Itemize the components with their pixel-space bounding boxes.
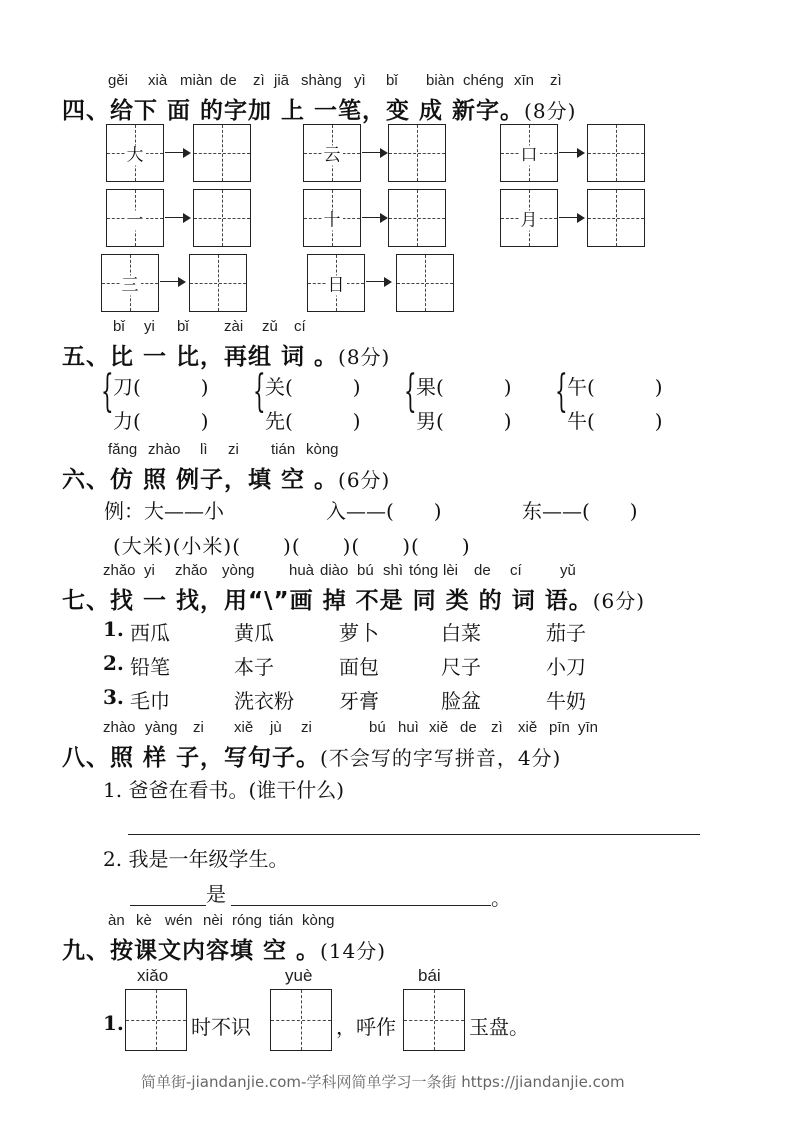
example-pair: 例：大——小 — [104, 499, 224, 523]
pinyin-8-5: zi — [301, 719, 312, 736]
answer-box[interactable] — [193, 189, 251, 247]
pinyin-8-9: de — [460, 719, 477, 736]
pinyin-9-4: róng — [232, 912, 263, 929]
pinyin-5-0: bǐ — [113, 318, 125, 335]
arrow-icon — [165, 212, 191, 224]
word[interactable]: 小刀 — [546, 655, 586, 679]
arrow-icon — [362, 212, 388, 224]
box-pinyin: bái — [418, 966, 441, 985]
source-char: 云 — [323, 145, 341, 166]
answer-box[interactable] — [388, 124, 446, 182]
answer-box[interactable] — [189, 254, 247, 312]
section-7-title — [62, 582, 645, 615]
pinyin-8-3: xiě — [234, 719, 254, 736]
section-8-title — [62, 739, 561, 772]
pinyin-8-0: zhào — [103, 719, 136, 736]
fill-pair[interactable]: 东——( ) — [522, 499, 638, 523]
word[interactable]: 萝卜 — [339, 621, 379, 645]
brace-icon: { — [253, 366, 266, 417]
pinyin-6-3: zi — [228, 441, 239, 458]
source-char: 月 — [520, 210, 538, 231]
pinyin-8-1: yàng — [145, 719, 178, 736]
arrow-icon — [165, 147, 191, 159]
source-char: 一 — [126, 210, 144, 231]
pinyin-7-9: lèi — [443, 562, 459, 579]
footer-watermark: 简单街-jiandanjie.com-学科网简单学习一条街 https://jiandanjie.com — [141, 1073, 625, 1091]
answer-box[interactable] — [270, 989, 332, 1051]
pair-bottom[interactable]: 先( ) — [265, 409, 361, 433]
pinyin-4-1: xià — [148, 72, 168, 89]
pinyin-4-7: yì — [354, 72, 366, 89]
arrow-icon — [160, 276, 186, 288]
pinyin-5-5: cí — [294, 318, 306, 335]
word[interactable]: 牛奶 — [546, 689, 586, 713]
pinyin-4-9: biàn — [426, 72, 455, 89]
pinyin-7-2: zhǎo — [175, 562, 208, 579]
pinyin-7-8: tóng — [409, 562, 439, 579]
pinyin-6-2: lì — [200, 441, 208, 458]
pinyin-7-12: yǔ — [560, 562, 576, 579]
source-char: 十 — [323, 210, 341, 231]
section-8-title-text: 八、照 样 子，写句子。 — [62, 745, 321, 771]
word[interactable]: 洗衣粉 — [234, 689, 294, 713]
section-9-score: (14分) — [320, 939, 387, 963]
word[interactable]: 本子 — [234, 655, 274, 679]
word[interactable]: 牙膏 — [339, 689, 379, 713]
word[interactable]: 白菜 — [441, 621, 481, 645]
pinyin-4-10: chéng — [463, 72, 504, 89]
source-box — [303, 189, 361, 247]
section-4-title-text: 四、给下 面 的字加 上 一笔，变 成 新字。 — [62, 98, 525, 124]
question-2: 2. 我是一年级学生。 — [103, 847, 289, 871]
fill-pair[interactable]: 入——( ) — [326, 499, 442, 523]
pair-bottom[interactable]: 男( ) — [416, 409, 512, 433]
pair-top[interactable]: 午( ) — [567, 375, 663, 399]
shi-char: 是 — [206, 882, 226, 906]
poem-text: 时不识 — [191, 1015, 251, 1039]
pinyin-9-5: tián — [269, 912, 294, 929]
arrow-icon — [366, 276, 392, 288]
pinyin-7-4: huà — [289, 562, 315, 579]
pinyin-8-2: zi — [193, 719, 204, 736]
word[interactable]: 脸盆 — [441, 689, 481, 713]
section-9-title — [62, 932, 386, 965]
answer-box[interactable] — [193, 124, 251, 182]
section-6-score: (6分) — [338, 468, 391, 492]
fill-row[interactable]: (大米)(小米)( )( )( )( ) — [113, 534, 471, 558]
answer-box[interactable] — [388, 189, 446, 247]
source-char: 口 — [520, 145, 538, 166]
answer-line[interactable] — [231, 905, 491, 906]
pinyin-8-7: huì — [398, 719, 419, 736]
row-number: 3. — [103, 685, 124, 709]
pinyin-8-4: jù — [270, 719, 282, 736]
pinyin-9-2: wén — [165, 912, 193, 929]
pinyin-7-10: de — [474, 562, 491, 579]
source-box — [500, 124, 558, 182]
pair-top[interactable]: 关( ) — [265, 375, 361, 399]
pinyin-9-1: kè — [136, 912, 152, 929]
pinyin-7-3: yòng — [222, 562, 255, 579]
answer-line[interactable] — [128, 834, 700, 835]
pinyin-4-12: zì — [550, 72, 562, 89]
pinyin-9-6: kòng — [302, 912, 335, 929]
pinyin-4-11: xīn — [514, 72, 535, 89]
answer-line[interactable] — [130, 905, 206, 906]
word[interactable]: 毛巾 — [130, 689, 170, 713]
poem-text: ，呼作 — [336, 1015, 396, 1039]
brace-icon: { — [101, 366, 114, 417]
pair-bottom[interactable]: 牛( ) — [567, 409, 663, 433]
pinyin-5-3: zài — [224, 318, 244, 335]
answer-box[interactable] — [587, 124, 645, 182]
pinyin-8-6: bú — [369, 719, 386, 736]
pair-bottom[interactable]: 力( ) — [113, 409, 209, 433]
pinyin-6-0: fǎng — [108, 441, 138, 458]
word[interactable]: 茄子 — [546, 621, 586, 645]
word[interactable]: 黄瓜 — [234, 621, 274, 645]
pinyin-5-2: bǐ — [177, 318, 189, 335]
pinyin-4-4: zì — [253, 72, 265, 89]
source-box — [106, 124, 164, 182]
pinyin-8-8: xiě — [429, 719, 449, 736]
pinyin-8-10: zì — [491, 719, 503, 736]
section-5-score: (8分) — [338, 345, 391, 369]
section-4-score: (8分) — [524, 99, 577, 123]
box-pinyin: yuè — [285, 966, 313, 985]
pinyin-9-0: àn — [108, 912, 125, 929]
source-box — [303, 124, 361, 182]
brace-icon: { — [404, 366, 417, 417]
source-box — [307, 254, 365, 312]
answer-box[interactable] — [587, 189, 645, 247]
arrow-icon — [559, 147, 585, 159]
word[interactable]: 尺子 — [441, 655, 481, 679]
pinyin-4-8: bǐ — [386, 72, 398, 89]
pinyin-8-13: yīn — [578, 719, 599, 736]
arrow-icon — [362, 147, 388, 159]
source-char: 大 — [126, 145, 144, 166]
source-box — [106, 189, 164, 247]
section-4-title — [62, 92, 576, 125]
answer-box[interactable] — [396, 254, 454, 312]
section-6-title-text: 六、仿 照 例子，填 空 。 — [62, 467, 339, 493]
box-pinyin: xiǎo — [137, 966, 169, 985]
section-5-title-text: 五、比 一 比，再组 词 。 — [62, 344, 339, 370]
section-8-note: (不会写的字写拼音，4分) — [320, 746, 562, 770]
pinyin-4-2: miàn — [180, 72, 213, 89]
source-box — [500, 189, 558, 247]
pinyin-7-6: bú — [357, 562, 374, 579]
pair-top[interactable]: 刀( ) — [113, 375, 209, 399]
row-number: 2. — [103, 651, 124, 675]
answer-box[interactable] — [125, 989, 187, 1051]
pinyin-4-3: de — [220, 72, 237, 89]
pinyin-4-0: gěi — [108, 72, 129, 89]
pinyin-7-11: cí — [510, 562, 522, 579]
pinyin-6-5: kòng — [306, 441, 339, 458]
section-7-score: (6分) — [592, 589, 646, 613]
pinyin-8-11: xiě — [518, 719, 538, 736]
source-box — [101, 254, 159, 312]
word[interactable]: 西瓜 — [130, 621, 170, 645]
brace-icon: { — [555, 366, 568, 417]
answer-box[interactable] — [403, 989, 465, 1051]
source-char: 日 — [327, 275, 345, 296]
row-number: 1. — [103, 617, 124, 641]
pinyin-8-12: pīn — [549, 719, 570, 736]
pinyin-4-6: shàng — [301, 72, 342, 89]
word[interactable]: 面包 — [339, 655, 379, 679]
question-number: 1. — [103, 1011, 124, 1035]
pinyin-7-1: yi — [144, 562, 155, 579]
pinyin-7-5: diào — [320, 562, 349, 579]
word[interactable]: 铅笔 — [130, 655, 170, 679]
pinyin-7-7: shì — [383, 562, 404, 579]
section-6-title — [62, 461, 390, 494]
source-char: 三 — [121, 275, 139, 296]
pinyin-5-1: yi — [144, 318, 155, 335]
poem-text: 玉盘。 — [469, 1015, 529, 1039]
period: 。 — [491, 886, 511, 910]
question-1: 1. 爸爸在看书。(谁干什么) — [103, 778, 345, 802]
section-9-title-text: 九、按课文内容填 空 。 — [62, 938, 321, 964]
arrow-icon — [559, 212, 585, 224]
pinyin-7-0: zhǎo — [103, 562, 136, 579]
pair-top[interactable]: 果( ) — [416, 375, 512, 399]
pinyin-9-3: nèi — [203, 912, 224, 929]
pinyin-6-4: tián — [271, 441, 296, 458]
pinyin-6-1: zhào — [148, 441, 181, 458]
section-7-title-text: 七、找 一 找，用“\”画 掉 不是 同 类 的 词 语。 — [62, 588, 593, 614]
pinyin-4-5: jiā — [274, 72, 290, 89]
pinyin-5-4: zǔ — [262, 318, 278, 335]
